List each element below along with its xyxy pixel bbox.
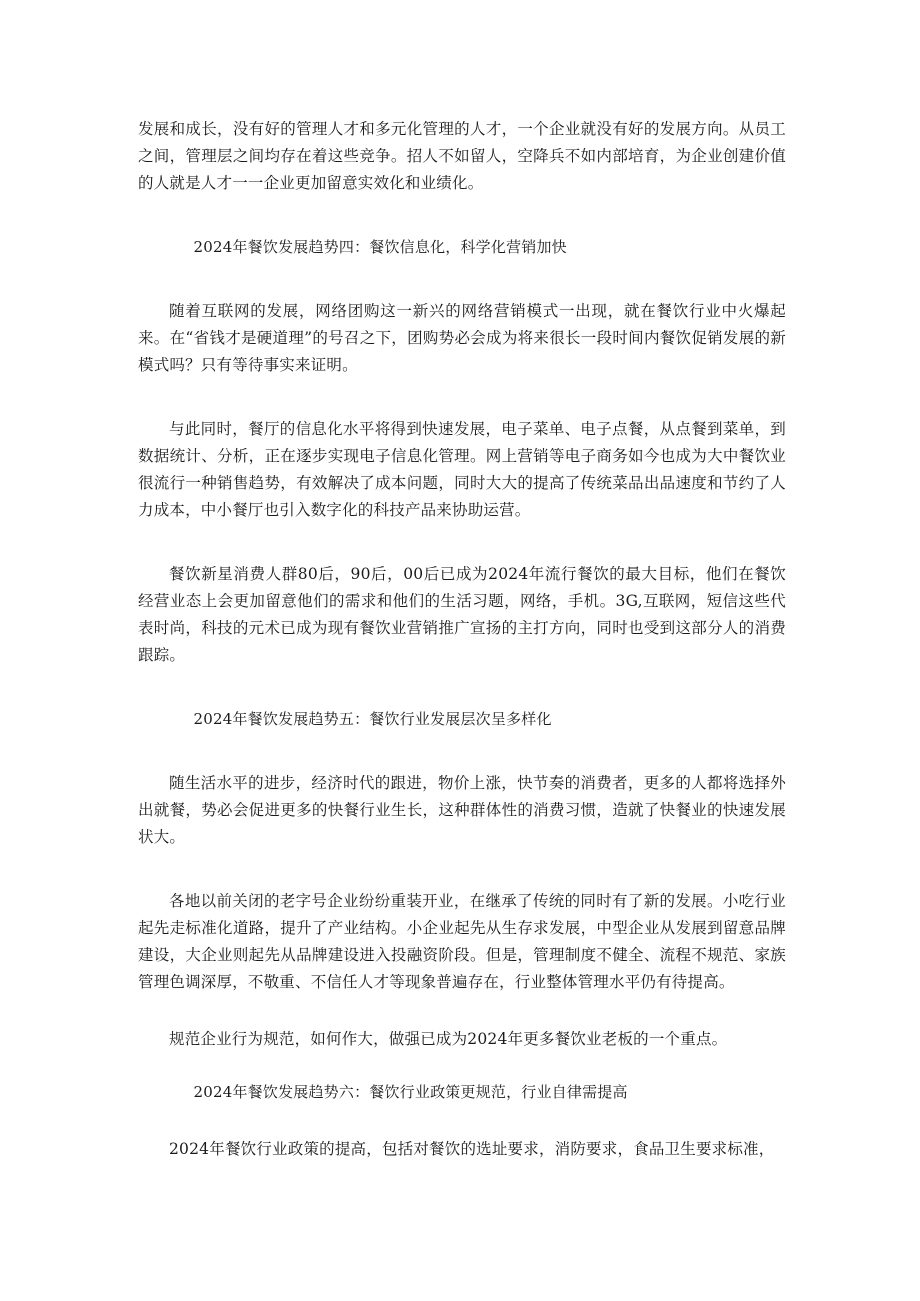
paragraph-standardize: 规范企业行为规范，如何作大，做强已成为2024年更多餐饮业老板的一个重点。 xyxy=(169,1030,728,1048)
heading-trend-five: 2024年餐饮发展趋势五：餐饮行业发展层次呈多样化 xyxy=(193,710,552,728)
paragraph-fast-food: 随生活水平的进步，经济时代的跟进，物价上涨，快节奏的消费者，更多的人都将选择外出就餐，势必会促进更多的快餐行业生长，这种群体性的消费习惯，造就了快餐业的快速发展状大。 xyxy=(138,774,786,846)
paragraph-group-buying: 随着互联网的发展，网络团购这一新兴的网络营销模式一出现，就在餐饮行业中火爆起来。在“省钱才是硬道理”的号召之下，团购势必会成为将来很长一段时间内餐饮促销发展的新模式吗？只有等待事实来证明。 xyxy=(138,302,786,374)
paragraph-old-brands: 各地以前关闭的老字号企业纷纷重装开业，在继承了传统的同时有了新的发展。小吃行业起先走标准化道路，提升了产业结构。小企业起先从生存求发展，中型企业从发展到留意品牌建设，大企业则起先从品牌建设进入投融资阶段。但是，管理制度不健全、流程不规范、家族管理色调深厚，不敬重、不信任人才等现象普遍存在，行业整体管理水平仍有待提高。 xyxy=(138,892,786,991)
paragraph-talent: 发展和成长，没有好的管理人才和多元化管理的人才，一个企业就没有好的发展方向。从员工之间，管理层之间均存在着这些竞争。招人不如留人，空降兵不如内部培育，为企业创建价值的人就是人才一一企业更加留意实效化和业绩化。 xyxy=(138,120,786,192)
heading-trend-six: 2024年餐饮发展趋势六：餐饮行业政策更规范，行业自律需提高 xyxy=(193,1083,628,1101)
paragraph-informatization: 与此同时，餐厅的信息化水平将得到快速发展，电子菜单、电子点餐，从点餐到菜单，到数据统计、分析，正在逐步实现电子信息化管理。网上营销等电子商务如今也成为大中餐饮业很流行一种销售趋势，有效解决了成本问题，同时大大的提高了传统菜品出品速度和节约了人力成本，中小餐厅也引入数字化的科技产品来协助运营。 xyxy=(138,420,786,519)
paragraph-young-consumers: 餐饮新星消费人群80后，90后，00后已成为2024年流行餐饮的最大目标，他们在餐饮经营业态上会更加留意他们的需求和他们的生活习题，网络，手机。3G,互联网，短信这些代表时尚，科技的元术已成为现有餐饮业营销推广宣扬的主打方向，同时也受到这部分人的消费跟踪。 xyxy=(138,565,786,664)
document-body xyxy=(138,116,786,1163)
paragraph-policy: 2024年餐饮行业政策的提高，包括对餐饮的选址要求，消防要求，食品卫生要求标准， xyxy=(169,1140,775,1158)
heading-trend-four: 2024年餐饮发展趋势四：餐饮信息化，科学化营销加快 xyxy=(193,238,567,256)
